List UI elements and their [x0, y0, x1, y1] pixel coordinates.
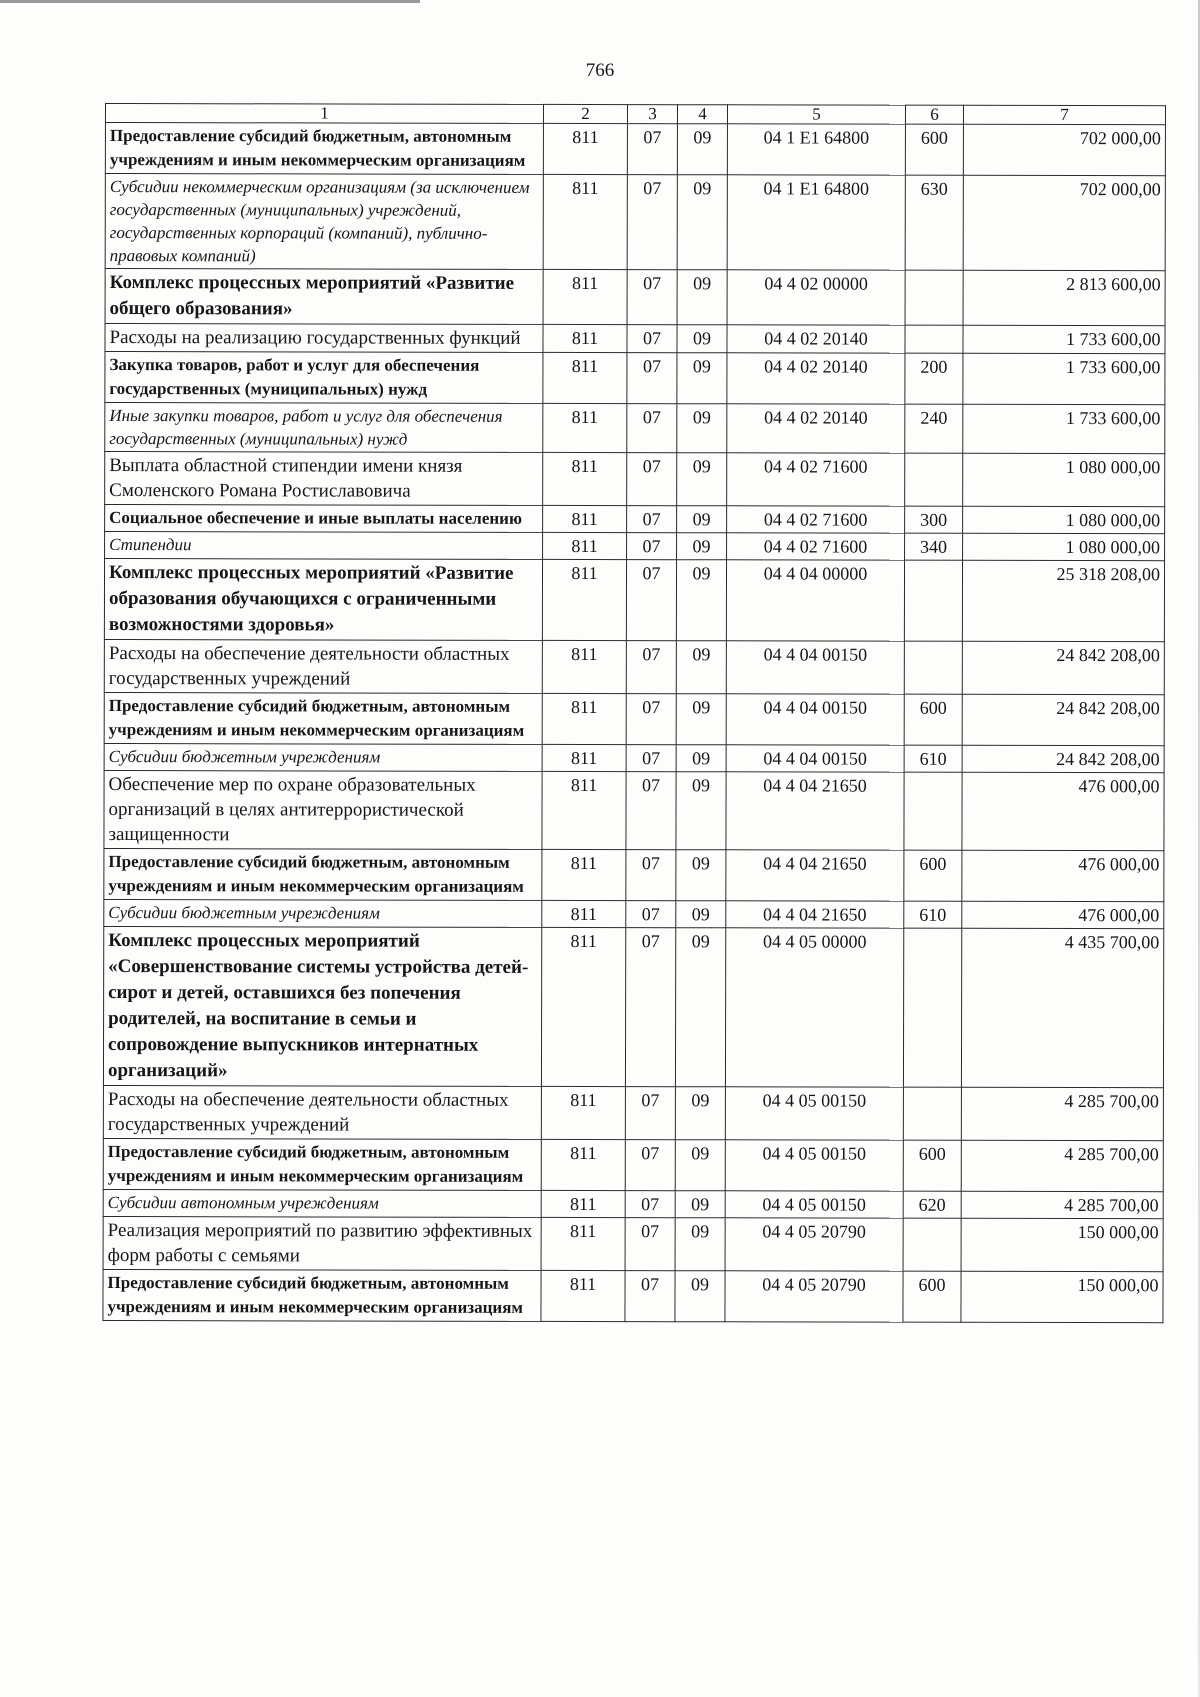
- code-expense-type: [905, 270, 963, 325]
- code-section: 07: [626, 901, 676, 928]
- amount: 2 813 600,00: [963, 270, 1165, 325]
- item-name: Предоставление субсидий бюджетным, автономным учреждениям и иным некоммерческим организациям: [105, 123, 543, 175]
- code-target-article: 04 1 E1 64800: [727, 124, 905, 175]
- table-row: [104, 692, 1164, 745]
- code-section: 07: [627, 325, 677, 353]
- code-subsection: 09: [677, 533, 727, 560]
- code-admin: 811: [543, 403, 627, 452]
- code-expense-type: [903, 928, 961, 1087]
- code-expense-type: 610: [904, 901, 962, 928]
- amount: 24 842 208,00: [962, 641, 1164, 694]
- column-header: 7: [963, 105, 1165, 124]
- table-row: [103, 1269, 1163, 1322]
- item-name: Субсидии бюджетным учреждениям: [104, 743, 542, 771]
- table-row: [104, 639, 1164, 694]
- code-section: 07: [626, 850, 676, 901]
- budget-table: [102, 103, 1166, 1323]
- code-target-article: 04 4 04 21650: [726, 772, 904, 850]
- code-section: 07: [627, 175, 677, 270]
- code-target-article: 04 4 02 71600: [727, 453, 905, 506]
- table-row: [105, 505, 1165, 534]
- code-subsection: 09: [675, 1271, 725, 1322]
- code-subsection: 09: [676, 745, 726, 772]
- code-expense-type: 600: [905, 124, 963, 175]
- table-row: [103, 926, 1163, 1087]
- table-row: [104, 899, 1164, 928]
- column-header: 6: [905, 105, 963, 124]
- amount: 1 733 600,00: [963, 325, 1165, 353]
- item-name: Комплекс процессных мероприятий «Совершенствование системы устройства детей-сирот и детей, оставшихся без попечения родителей, на воспитание в семьи и сопровождение выпускников интернатных организаций»: [103, 926, 541, 1086]
- code-expense-type: 240: [905, 404, 963, 453]
- table-row: [104, 559, 1164, 642]
- table-row: [103, 1189, 1163, 1218]
- code-target-article: 04 4 04 00150: [726, 694, 904, 745]
- amount: 25 318 208,00: [962, 560, 1164, 641]
- amount: 1 733 600,00: [963, 353, 1165, 404]
- item-name: Обеспечение мер по охране образовательных организаций в целях антитеррористической защищенности: [104, 770, 542, 849]
- table-body: [103, 123, 1166, 1323]
- table-row: [105, 324, 1165, 354]
- amount: 1 080 000,00: [963, 533, 1165, 560]
- code-admin: 811: [543, 452, 627, 505]
- table-row: [105, 352, 1165, 405]
- table-row: [105, 174, 1165, 271]
- code-admin: 811: [541, 1270, 625, 1321]
- table-row: [103, 1085, 1163, 1140]
- code-expense-type: [903, 1087, 961, 1140]
- item-name: Предоставление субсидий бюджетным, автономным учреждениям и иным некоммерческим организациям: [103, 1269, 541, 1321]
- code-admin: 811: [543, 324, 627, 352]
- code-subsection: 09: [677, 325, 727, 353]
- code-section: 07: [627, 453, 677, 506]
- table-row: [104, 770, 1164, 850]
- code-section: 07: [627, 533, 677, 560]
- code-admin: 811: [541, 927, 625, 1086]
- table-row: [104, 848, 1164, 901]
- code-admin: 811: [541, 1139, 625, 1190]
- code-section: 07: [627, 404, 677, 453]
- code-target-article: 04 4 05 20790: [725, 1218, 903, 1271]
- code-subsection: 09: [677, 270, 727, 325]
- code-target-article: 04 4 04 00150: [726, 641, 904, 694]
- table-row: [105, 269, 1165, 326]
- code-expense-type: 340: [905, 533, 963, 560]
- amount: 4 285 700,00: [961, 1087, 1163, 1140]
- amount: 476 000,00: [962, 901, 1164, 928]
- item-name: Закупка товаров, работ и услуг для обеспечения государственных (муниципальных) нужд: [105, 352, 543, 404]
- code-target-article: 04 4 02 20140: [727, 353, 905, 404]
- code-target-article: 04 4 05 20790: [725, 1271, 903, 1322]
- code-target-article: 04 4 02 71600: [727, 533, 905, 560]
- code-target-article: 04 1 E1 64800: [727, 175, 905, 270]
- code-section: 07: [627, 124, 677, 175]
- code-section: 07: [626, 560, 676, 641]
- code-subsection: 09: [676, 694, 726, 745]
- code-expense-type: 630: [905, 175, 963, 270]
- amount: 702 000,00: [963, 124, 1165, 175]
- code-admin: 811: [543, 352, 627, 403]
- code-subsection: 09: [675, 928, 725, 1087]
- table-row: [103, 1216, 1163, 1271]
- code-admin: 811: [542, 849, 626, 900]
- amount: 150 000,00: [961, 1271, 1163, 1322]
- code-target-article: 04 4 05 00000: [725, 928, 903, 1087]
- code-section: 07: [625, 1271, 675, 1322]
- code-expense-type: [904, 772, 962, 850]
- item-name: Комплекс процессных мероприятий «Развитие образования обучающихся с ограниченными возможностями здоровья»: [104, 559, 542, 641]
- amount: 4 285 700,00: [961, 1191, 1163, 1218]
- code-expense-type: [905, 325, 963, 353]
- code-section: 07: [627, 353, 677, 404]
- amount: 1 733 600,00: [963, 404, 1165, 453]
- amount: 476 000,00: [962, 772, 1164, 850]
- code-subsection: 09: [676, 560, 726, 641]
- code-subsection: 09: [676, 901, 726, 928]
- table-row: [105, 452, 1165, 507]
- column-header: 4: [677, 105, 727, 124]
- column-header: 5: [727, 105, 905, 124]
- code-expense-type: 600: [904, 850, 962, 901]
- code-admin: 811: [541, 1190, 625, 1217]
- code-expense-type: 600: [904, 694, 962, 745]
- amount: 702 000,00: [963, 175, 1165, 270]
- code-admin: 811: [541, 1086, 625, 1139]
- code-expense-type: [904, 560, 962, 641]
- item-name: Расходы на реализацию государственных функций: [105, 324, 543, 353]
- code-admin: 811: [542, 744, 626, 771]
- code-admin: 811: [542, 640, 626, 693]
- code-section: 07: [625, 1087, 675, 1140]
- code-expense-type: [904, 641, 962, 694]
- page-number: 766: [585, 60, 615, 81]
- code-target-article: 04 4 02 20140: [727, 404, 905, 453]
- code-section: 07: [625, 1140, 675, 1191]
- code-section: 07: [626, 745, 676, 772]
- code-admin: 811: [543, 532, 627, 559]
- table-row: [105, 532, 1165, 561]
- item-name: Расходы на обеспечение деятельности областных государственных учреждений: [103, 1085, 541, 1139]
- code-target-article: 04 4 02 00000: [727, 270, 905, 325]
- code-subsection: 09: [675, 1140, 725, 1191]
- code-target-article: 04 4 05 00150: [725, 1140, 903, 1191]
- code-target-article: 04 4 05 00150: [725, 1191, 903, 1218]
- code-expense-type: [903, 1218, 961, 1271]
- code-expense-type: 600: [903, 1271, 961, 1322]
- code-subsection: 09: [675, 1191, 725, 1218]
- code-subsection: 09: [677, 175, 727, 270]
- table-row: [104, 743, 1164, 772]
- code-section: 07: [626, 694, 676, 745]
- code-target-article: 04 4 04 00150: [726, 745, 904, 772]
- code-admin: 811: [543, 269, 627, 324]
- code-target-article: 04 4 04 21650: [726, 850, 904, 901]
- code-admin: 811: [543, 505, 627, 532]
- amount: 24 842 208,00: [962, 694, 1164, 745]
- code-admin: 811: [543, 123, 627, 174]
- code-target-article: 04 4 04 21650: [726, 901, 904, 928]
- code-subsection: 09: [675, 1218, 725, 1271]
- code-subsection: 09: [676, 850, 726, 901]
- header-row: [105, 104, 1165, 125]
- item-name: Расходы на обеспечение деятельности областных государственных учреждений: [104, 639, 542, 693]
- code-expense-type: 610: [904, 745, 962, 772]
- item-name: Предоставление субсидий бюджетным, автономным учреждениям и иным некоммерческим организациям: [104, 692, 542, 744]
- code-expense-type: 300: [905, 506, 963, 533]
- item-name: Субсидии некоммерческим организациям (за исключением государственных (муниципальных) учреждений, государственных корпораций (компаний), публично-правовых компаний): [105, 174, 543, 270]
- code-expense-type: 600: [903, 1140, 961, 1191]
- item-name: Выплата областной стипендии имени князя Смоленского Романа Ростиславовича: [105, 452, 543, 506]
- amount: 24 842 208,00: [962, 745, 1164, 772]
- code-admin: 811: [542, 771, 626, 849]
- code-admin: 811: [542, 900, 626, 927]
- code-subsection: 09: [676, 772, 726, 850]
- column-header: 2: [543, 104, 627, 123]
- code-section: 07: [626, 772, 676, 850]
- item-name: Предоставление субсидий бюджетным, автономным учреждениям и иным некоммерческим организациям: [104, 848, 542, 900]
- code-expense-type: [905, 453, 963, 506]
- code-subsection: 09: [677, 124, 727, 175]
- table-row: [105, 403, 1165, 454]
- code-subsection: 09: [675, 1087, 725, 1140]
- amount: 4 435 700,00: [961, 928, 1163, 1087]
- code-section: 07: [625, 1218, 675, 1271]
- code-section: 07: [625, 1191, 675, 1218]
- amount: 1 080 000,00: [963, 453, 1165, 506]
- code-subsection: 09: [677, 353, 727, 404]
- code-target-article: 04 4 05 00150: [725, 1087, 903, 1140]
- code-admin: 811: [542, 559, 626, 640]
- code-target-article: 04 4 04 00000: [726, 560, 904, 641]
- code-subsection: 09: [676, 641, 726, 694]
- code-admin: 811: [542, 693, 626, 744]
- amount: 1 080 000,00: [963, 506, 1165, 533]
- amount: 4 285 700,00: [961, 1140, 1163, 1191]
- code-section: 07: [627, 270, 677, 325]
- item-name: Комплекс процессных мероприятий «Развитие общего образования»: [105, 269, 543, 325]
- item-name: Реализация мероприятий по развитию эффективных форм работы с семьями: [103, 1216, 541, 1270]
- code-target-article: 04 4 02 71600: [727, 506, 905, 533]
- item-name: Предоставление субсидий бюджетным, автономным учреждениям и иным некоммерческим организациям: [103, 1138, 541, 1190]
- column-header: 1: [105, 104, 543, 124]
- amount: 476 000,00: [962, 850, 1164, 901]
- code-subsection: 09: [677, 404, 727, 453]
- table-row: [105, 123, 1165, 176]
- scan-edge: [0, 0, 420, 3]
- code-subsection: 09: [677, 453, 727, 506]
- item-name: Субсидии автономным учреждениям: [103, 1189, 541, 1217]
- amount: 150 000,00: [961, 1218, 1163, 1271]
- column-header: 3: [627, 105, 677, 124]
- code-expense-type: 620: [903, 1191, 961, 1218]
- item-name: Стипендии: [105, 532, 543, 560]
- code-subsection: 09: [677, 506, 727, 533]
- code-section: 07: [627, 506, 677, 533]
- item-name: Социальное обеспечение и иные выплаты населению: [105, 505, 543, 533]
- code-section: 07: [625, 928, 675, 1087]
- code-admin: 811: [541, 1217, 625, 1270]
- item-name: Иные закупки товаров, работ и услуг для обеспечения государственных (муниципальных) нужд: [105, 403, 543, 453]
- table-row: [103, 1138, 1163, 1191]
- code-admin: 811: [543, 174, 627, 269]
- item-name: Субсидии бюджетным учреждениям: [104, 899, 542, 927]
- code-expense-type: 200: [905, 353, 963, 404]
- code-target-article: 04 4 02 20140: [727, 325, 905, 353]
- code-section: 07: [626, 641, 676, 694]
